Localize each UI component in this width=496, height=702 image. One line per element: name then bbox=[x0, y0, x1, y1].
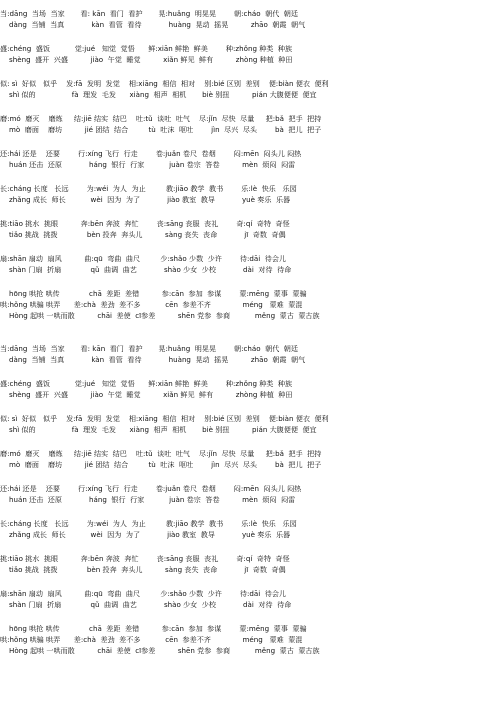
text-line bbox=[0, 483, 496, 494]
text-line-content: Hòng 起哄 一哄而散 chāi 差使 cī参差 shēn 党参 参商 měng 蒙古 蒙古族 bbox=[0, 646, 320, 655]
text-line bbox=[0, 253, 496, 264]
text-line-content: 哄:hǒng 哄骗 哄弄 差:chà 差劲 差不多 cēn 参差不齐 méng 蒙难 蒙混 bbox=[0, 300, 303, 309]
text-line-content: 挑:tiāo 挑水 挑眼 奔:bēn 奔波 奔忙 丧:sāng 丧服 丧礼 奇:qí 奇特 奇怪 bbox=[0, 219, 290, 228]
text-line bbox=[0, 218, 496, 229]
text-line-content: shì 似的 fà 理发 毛发 xiàng 相声 相机 biè 别扭 pián 大腹便便 便宜 bbox=[0, 90, 317, 99]
text-line bbox=[0, 54, 496, 65]
text-line bbox=[0, 494, 496, 505]
text-line-content: 扇:shān 扇动 扇风 曲:qū 弯曲 曲尺 少:shǎo 少数 少许 待:dāi 待会儿 bbox=[0, 589, 287, 598]
text-line-content: zhǎng 成长 师长 wèi 因为 为了 jiào 教室 教导 yuè 奏乐 乐器 bbox=[0, 195, 291, 204]
text-line bbox=[0, 43, 496, 54]
text-line bbox=[0, 159, 496, 170]
text-line bbox=[0, 634, 496, 645]
text-line-content: 还:hái 还是 还要 行:xíng 飞行 行走 卷:juǎn 卷尺 卷烟 闷:mēn 闷头儿 闷热 bbox=[0, 149, 302, 158]
text-line bbox=[0, 8, 496, 19]
text-line bbox=[0, 78, 496, 89]
text-line-content: zhǎng 成长 师长 wèi 因为 为了 jiào 教室 教导 yuè 奏乐 乐器 bbox=[0, 530, 291, 539]
text-line bbox=[0, 183, 496, 194]
text-line bbox=[0, 599, 496, 610]
text-line-content: Hòng 起哄 一哄而散 chāi 差使 cī参差 shēn 党参 参商 měng 蒙古 蒙古族 bbox=[0, 311, 320, 320]
text-line bbox=[0, 378, 496, 389]
text-line bbox=[0, 229, 496, 240]
text-line bbox=[0, 389, 496, 400]
text-line-content: shì 似的 fà 理发 毛发 xiàng 相声 相机 biè 别扭 pián 大腹便便 便宜 bbox=[0, 425, 317, 434]
text-line bbox=[0, 553, 496, 564]
text-line-content: 似: sì 好似 似乎 发:fā 发明 发觉 相:xiāng 相信 相对 别:bié 区别 差别 便:biàn 便衣 便利 bbox=[0, 414, 329, 423]
text-line bbox=[0, 89, 496, 100]
text-line-content: shèng 盛开 兴盛 jiào 午觉 睡觉 xiǎn 鲜见 鲜有 zhòng 种植 种田 bbox=[0, 55, 293, 64]
text-line-content: tiǎo 挑战 挑拨 bèn 投奔 奔头儿 sàng 丧失 丧命 jī 奇数 奇偶 bbox=[0, 230, 286, 239]
text-line-content: 哄:hǒng 哄骗 哄弄 差:chà 差劲 差不多 cēn 参差不齐 méng 蒙难 蒙混 bbox=[0, 635, 303, 644]
text-line-content: 当:dāng 当场 当家 看: kān 看门 看护 晃:huǎng 明晃晃 朝:cháo 朝代 朝廷 bbox=[0, 344, 298, 353]
text-line bbox=[0, 343, 496, 354]
text-line bbox=[0, 264, 496, 275]
text-line-content: tiǎo 挑战 挑拨 bèn 投奔 奔头儿 sàng 丧失 丧命 jī 奇数 奇偶 bbox=[0, 565, 286, 574]
text-line bbox=[0, 19, 496, 30]
text-line bbox=[0, 194, 496, 205]
text-line bbox=[0, 645, 496, 656]
text-line-content: 扇:shān 扇动 扇风 曲:qū 弯曲 曲尺 少:shǎo 少数 少许 待:dāi 待会儿 bbox=[0, 254, 287, 263]
text-line bbox=[0, 518, 496, 529]
polyphone-section-bottom bbox=[0, 343, 496, 656]
text-line bbox=[0, 113, 496, 124]
text-line-content: 盛:chéng 盛饭 觉:jué 知觉 觉悟 鲜:xiān 鲜艳 鲜美 种:zhǒng 种类 种族 bbox=[0, 379, 293, 388]
text-line-content: 磨:mó 磨灭 磨炼 结:jiē 结实 结巴 吐:tǔ 谈吐 吐气 尽:jǐn 尽快 尽量 把:bǎ 把手 把持 bbox=[0, 449, 322, 458]
text-line-content: dàng 当铺 当真 kàn 看管 看待 huàng 晃动 摇晃 zhāo 朝霞 朝气 bbox=[0, 355, 306, 364]
text-line-content: 还:hái 还是 还要 行:xíng 飞行 行走 卷:juǎn 卷尺 卷烟 闷:mēn 闷头儿 闷热 bbox=[0, 484, 302, 493]
text-line bbox=[0, 413, 496, 424]
text-line bbox=[0, 588, 496, 599]
text-line bbox=[0, 310, 496, 321]
text-line bbox=[0, 148, 496, 159]
text-line-content: shàn 门扇 折扇 qǔ 曲调 曲艺 shào 少女 少校 dài 对待 待命 bbox=[0, 600, 292, 609]
text-line bbox=[0, 354, 496, 365]
text-line bbox=[0, 424, 496, 435]
text-line-content: 当:dāng 当场 当家 看: kān 看门 看护 晃:huǎng 明晃晃 朝:cháo 朝代 朝廷 bbox=[0, 9, 298, 18]
text-line bbox=[0, 564, 496, 575]
text-line bbox=[0, 299, 496, 310]
text-line-content: hōng 哄抢 哄传 chā 差距 差错 参:cān 参加 参谋 蒙:mēng 蒙事 蒙骗 bbox=[0, 289, 307, 298]
text-line-content: mò 磨面 磨坊 jié 团结 结合 tù 吐沫 呕吐 jìn 尽兴 尽头 bà 把儿 把子 bbox=[0, 460, 322, 469]
text-line-content: shèng 盛开 兴盛 jiào 午觉 睡觉 xiǎn 鲜见 鲜有 zhòng 种植 种田 bbox=[0, 390, 293, 399]
text-line-content: mò 磨面 磨坊 jié 团结 结合 tù 吐沫 呕吐 jìn 尽兴 尽头 bà 把儿 把子 bbox=[0, 125, 322, 134]
text-line bbox=[0, 459, 496, 470]
text-line-content: huán 还击 还原 háng 银行 行家 juàn 卷宗 答卷 mèn 烦闷 闷雷 bbox=[0, 495, 296, 504]
text-line bbox=[0, 124, 496, 135]
text-line-content: dàng 当铺 当真 kàn 看管 看待 huàng 晃动 摇晃 zhāo 朝霞 朝气 bbox=[0, 20, 306, 29]
text-line-content: 磨:mó 磨灭 磨炼 结:jiē 结实 结巴 吐:tǔ 谈吐 吐气 尽:jǐn 尽快 尽量 把:bǎ 把手 把持 bbox=[0, 114, 322, 123]
text-line-content: 挑:tiāo 挑水 挑眼 奔:bēn 奔波 奔忙 丧:sāng 丧服 丧礼 奇:qí 奇特 奇怪 bbox=[0, 554, 290, 563]
text-line-content: 似: sì 好似 似乎 发:fā 发明 发觉 相:xiāng 相信 相对 别:bié 区别 差别 便:biàn 便衣 便利 bbox=[0, 79, 329, 88]
text-line-content: huán 还击 还原 háng 银行 行家 juàn 卷宗 答卷 mèn 烦闷 闷雷 bbox=[0, 160, 296, 169]
text-line-content: shàn 门扇 折扇 qǔ 曲调 曲艺 shào 少女 少校 dài 对待 待命 bbox=[0, 265, 292, 274]
text-line-content: 长:cháng 长度 长远 为:wéi 为人 为止 教:jiāo 教学 教书 乐:lè 快乐 乐园 bbox=[0, 184, 297, 193]
text-line bbox=[0, 288, 496, 299]
text-line bbox=[0, 529, 496, 540]
text-line bbox=[0, 623, 496, 634]
text-line-content: hōng 哄抢 哄传 chā 差距 差错 参:cān 参加 参谋 蒙:mēng 蒙事 蒙骗 bbox=[0, 624, 307, 633]
text-line-content: 长:cháng 长度 长远 为:wéi 为人 为止 教:jiāo 教学 教书 乐:lè 快乐 乐园 bbox=[0, 519, 297, 528]
polyphone-section-top bbox=[0, 8, 496, 321]
text-line-content: 盛:chéng 盛饭 觉:jué 知觉 觉悟 鲜:xiān 鲜艳 鲜美 种:zhǒng 种类 种族 bbox=[0, 44, 293, 53]
text-line bbox=[0, 448, 496, 459]
